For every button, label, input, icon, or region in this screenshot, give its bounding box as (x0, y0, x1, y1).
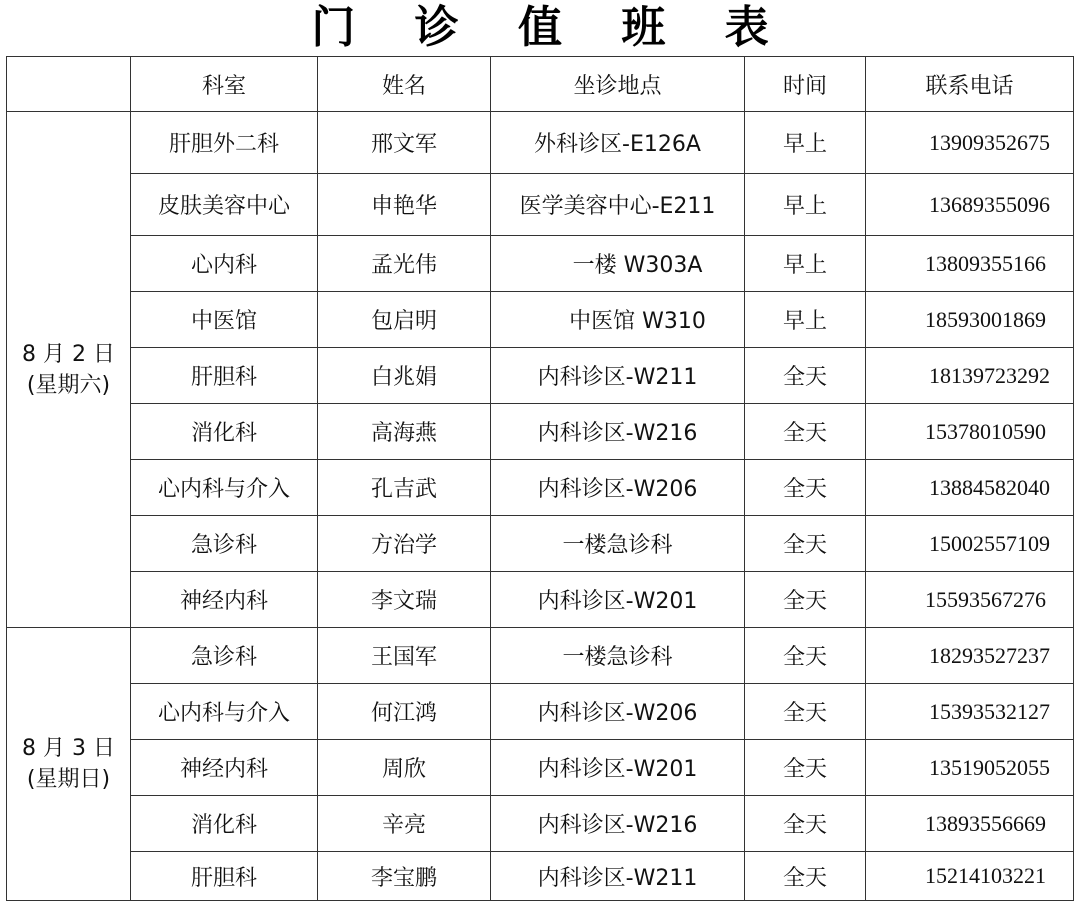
table-row (7, 684, 1074, 740)
date-label: 8 月 3 日 (22, 736, 115, 761)
time-cell: 全天 (745, 796, 866, 852)
department-cell: 消化科 (131, 796, 318, 852)
name-cell: 周欣 (318, 740, 491, 796)
time-cell: 全天 (745, 460, 866, 516)
name-cell: 王国军 (318, 628, 491, 684)
time-cell: 全天 (745, 404, 866, 460)
time-cell: 全天 (745, 684, 866, 740)
table-row (7, 740, 1074, 796)
phone-cell: 15378010590 (866, 404, 1074, 460)
department-cell: 皮肤美容中心 (131, 174, 318, 236)
department-cell: 心内科 (131, 236, 318, 292)
name-cell: 李宝鹏 (318, 852, 491, 901)
table-row (7, 292, 1074, 348)
time-cell: 全天 (745, 852, 866, 901)
time-cell: 早上 (745, 292, 866, 348)
time-cell: 全天 (745, 628, 866, 684)
location-text: 一楼 W303A (572, 253, 703, 278)
location-text: 中医馆 W310 (569, 309, 706, 334)
page-title: 门 诊 值 班 表 (311, 2, 791, 53)
table-row (7, 460, 1074, 516)
name-cell: 包启明 (318, 292, 491, 348)
name-cell: 辛亮 (318, 796, 491, 852)
time-cell: 全天 (745, 572, 866, 628)
department-cell: 神经内科 (131, 572, 318, 628)
department-cell: 急诊科 (131, 628, 318, 684)
phone-cell: 13809355166 (866, 236, 1074, 292)
location-cell: 一楼急诊科 (491, 516, 745, 572)
time-cell: 全天 (745, 348, 866, 404)
name-cell: 白兆娟 (318, 348, 491, 404)
table-row (7, 572, 1074, 628)
department-cell: 肝胆科 (131, 852, 318, 901)
table-row (7, 404, 1074, 460)
phone-cell: 13893556669 (866, 796, 1074, 852)
department-cell: 急诊科 (131, 516, 318, 572)
name-cell: 孔吉武 (318, 460, 491, 516)
header-name: 姓名 (318, 57, 491, 112)
header-phone: 联系电话 (866, 57, 1074, 112)
header-department: 科室 (131, 57, 318, 112)
location-cell: 一楼急诊科 (491, 628, 745, 684)
location-cell: 内科诊区-W211 (491, 852, 745, 901)
date-cell (7, 112, 131, 628)
location-cell: 医学美容中心-E211 (491, 174, 745, 236)
location-cell: 外科诊区-E126A (491, 112, 745, 174)
name-cell: 何江鸿 (318, 684, 491, 740)
table-row (7, 628, 1074, 684)
phone-cell: 18293527237 (866, 628, 1074, 684)
department-cell: 心内科与介入 (131, 460, 318, 516)
date-cell (7, 628, 131, 901)
time-cell: 早上 (745, 174, 866, 236)
department-cell: 神经内科 (131, 740, 318, 796)
location-cell (491, 292, 745, 348)
phone-cell: 18139723292 (866, 348, 1074, 404)
table-row (7, 516, 1074, 572)
time-cell: 早上 (745, 112, 866, 174)
phone-cell: 13909352675 (866, 112, 1074, 174)
name-cell: 邢文军 (318, 112, 491, 174)
weekday-label: (星期日) (26, 767, 111, 792)
name-cell: 方治学 (318, 516, 491, 572)
department-cell: 心内科与介入 (131, 684, 318, 740)
weekday-label: (星期六) (26, 372, 111, 398)
table-row (7, 796, 1074, 852)
phone-cell: 13519052055 (866, 740, 1074, 796)
phone-cell: 15002557109 (866, 516, 1074, 572)
table-row (7, 852, 1074, 901)
duty-schedule-table (6, 56, 1074, 901)
time-cell: 全天 (745, 740, 866, 796)
phone-cell: 13689355096 (866, 174, 1074, 236)
phone-cell: 15214103221 (866, 852, 1074, 901)
phone-cell: 15393532127 (866, 684, 1074, 740)
department-cell: 消化科 (131, 404, 318, 460)
department-cell: 肝胆外二科 (131, 112, 318, 174)
table-row (7, 112, 1074, 174)
location-cell: 内科诊区-W201 (491, 572, 745, 628)
phone-cell: 13884582040 (866, 460, 1074, 516)
table-row (7, 348, 1074, 404)
department-cell: 中医馆 (131, 292, 318, 348)
location-cell: 内科诊区-W206 (491, 460, 745, 516)
name-cell: 申艳华 (318, 174, 491, 236)
phone-cell: 15593567276 (866, 572, 1074, 628)
name-cell: 李文瑞 (318, 572, 491, 628)
location-cell: 内科诊区-W216 (491, 404, 745, 460)
name-cell: 高海燕 (318, 404, 491, 460)
table-row (7, 174, 1074, 236)
header-location: 坐诊地点 (491, 57, 745, 112)
time-cell: 全天 (745, 516, 866, 572)
table-row (7, 236, 1074, 292)
location-cell (491, 236, 745, 292)
date-label: 8 月 2 日 (22, 341, 115, 367)
phone-cell: 18593001869 (866, 292, 1074, 348)
location-cell: 内科诊区-W211 (491, 348, 745, 404)
header-date-blank (7, 57, 131, 112)
header-time: 时间 (745, 57, 866, 112)
location-cell: 内科诊区-W201 (491, 740, 745, 796)
location-cell: 内科诊区-W206 (491, 684, 745, 740)
department-cell: 肝胆科 (131, 348, 318, 404)
location-cell: 内科诊区-W216 (491, 796, 745, 852)
table-header-row (7, 57, 1074, 112)
name-cell: 孟光伟 (318, 236, 491, 292)
time-cell: 早上 (745, 236, 866, 292)
